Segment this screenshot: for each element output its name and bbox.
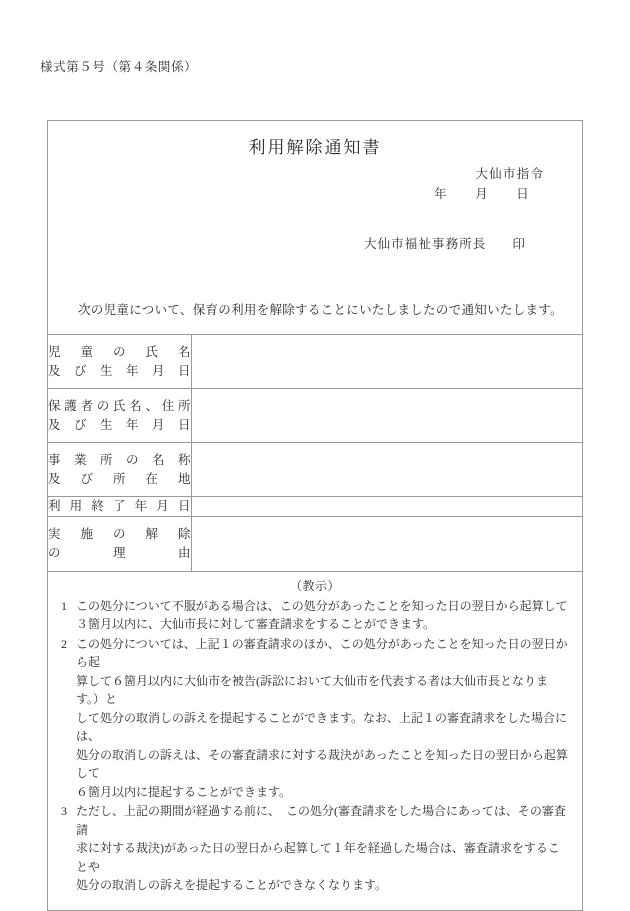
notice-line: ３箇月以内に、大仙市長に対して審査請求をすることができます。	[76, 617, 436, 631]
notice-line: して処分の取消しの訴えを提起することができます。なお、上記１の審査請求をした場合には、	[76, 710, 568, 743]
notice-line: ただし、上記の期間が経過する前に、 この処分(審査請求をした場合にあっては、その審査請	[76, 804, 566, 837]
row-label-reason	[48, 517, 191, 571]
row-value-end-date[interactable]	[191, 497, 582, 517]
row-value-guardian[interactable]	[191, 389, 582, 443]
notice-text	[76, 635, 569, 802]
label-line: 事業所の名称	[48, 452, 191, 467]
row-value-child-name[interactable]	[191, 335, 582, 389]
table-row	[48, 443, 582, 497]
row-label-facility	[48, 443, 191, 497]
issue-date-line: 年 月 日	[434, 187, 530, 201]
page-title: 利用解除通知書	[248, 138, 382, 157]
lead-sentence: 次の児童について、保育の利用を解除することにいたしましたので通知いたします。	[78, 303, 563, 317]
notice-item	[61, 802, 569, 895]
label-line: 保護者の氏名、住所	[48, 398, 191, 413]
notice-number: 1	[61, 598, 67, 613]
label-line: 及び所在地	[48, 471, 191, 486]
issuer-name: 大仙市福祉事務所長	[363, 237, 487, 251]
notice-line: 算して６箇月以内に大仙市を被告(訴訟において大仙市を代表する者は大仙市長となります。）と	[76, 673, 548, 706]
row-label-guardian	[48, 389, 191, 443]
label-line: 実施の解除	[48, 526, 191, 541]
label-line: 児童の氏名	[48, 344, 191, 359]
table-row	[48, 389, 582, 443]
notice-item	[61, 635, 569, 802]
notice-number: 3	[61, 804, 67, 818]
order-number-label: 大仙市指令	[475, 167, 544, 181]
notice-line: この処分については、上記１の審査請求のほか、この処分があったことを知った日の翌日から起	[76, 636, 568, 669]
label-line: 利用終了年月日	[48, 499, 191, 513]
label-line: 及び生年月日	[48, 417, 191, 432]
notice-line: 求に対する裁決)があった日の翌日から起算して１年を経過した場合は、審査請求をすることや	[76, 841, 560, 874]
label-line: の理由	[48, 545, 191, 560]
notice-text	[76, 802, 569, 895]
notice-heading: （教示）	[289, 578, 340, 593]
issue-block	[48, 164, 582, 204]
notice-line: この処分について不服がある場合は、この処分があったことを知った日の翌日から起算して	[76, 598, 568, 613]
row-label-child-name	[48, 335, 191, 389]
issuer-line	[48, 234, 582, 252]
notice-line: 処分の取消しの訴えは、その審査請求に対する裁決があったことを知った日の翌日から起算して	[76, 747, 568, 780]
notice-number: 2	[61, 636, 67, 651]
seal-icon: 印	[512, 237, 526, 251]
notice-text	[76, 597, 569, 634]
form-number: 様式第５号（第４条関係）	[40, 60, 198, 74]
notice-line: ６箇月以内に提起することができます。	[76, 784, 292, 799]
table-row	[48, 335, 582, 389]
table-row	[48, 517, 582, 571]
notice-item	[61, 597, 569, 634]
row-value-reason[interactable]	[191, 517, 582, 571]
table-row	[48, 497, 582, 517]
notice-line: 処分の取消しの訴えを提起することができなくなります。	[76, 878, 388, 892]
notice-section	[48, 571, 582, 910]
row-label-end-date	[48, 497, 191, 517]
notice-sheet	[47, 120, 583, 911]
label-line: 及び生年月日	[48, 363, 191, 378]
entry-table	[48, 334, 582, 571]
row-value-facility[interactable]	[191, 443, 582, 497]
